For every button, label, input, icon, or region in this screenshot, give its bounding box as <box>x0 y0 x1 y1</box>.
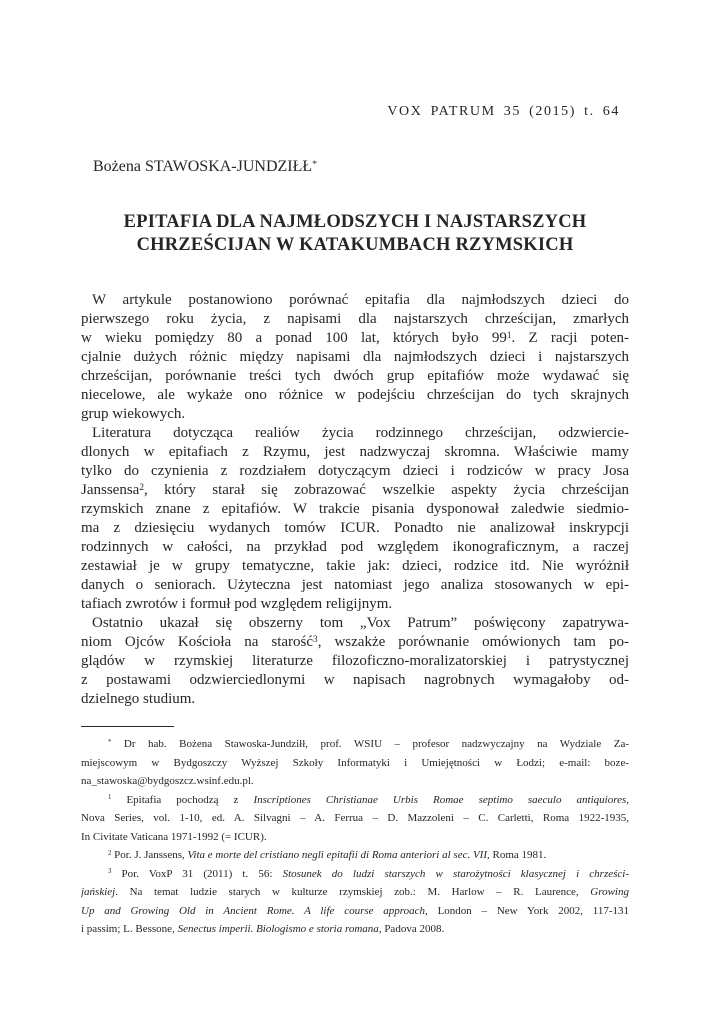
text-run: Por. J. Janssens, <box>111 849 188 861</box>
text-run: pierwszego roku życia, z napisami dla najstarszych chrześcijan, zmarłych <box>81 311 629 327</box>
text-line <box>81 652 629 671</box>
footnote-separator <box>81 726 174 727</box>
text-line <box>81 754 629 773</box>
text-run: z postawami odzwierciedlonymi w napisach nagrobnych wymagałoby od- <box>81 672 629 688</box>
text-run: Vita e morte del cristiano negli epitafii di Roma anteriori al sec. VII <box>187 849 487 861</box>
text-run: Por. VoxP 31 (2011) t. 56: <box>111 867 283 880</box>
text-run: In Civitate Vaticana 1971-1992 (= ICUR). <box>81 830 267 843</box>
text-line <box>81 902 629 921</box>
text-line <box>81 809 629 828</box>
text-line <box>81 772 629 791</box>
text-run: Inscriptiones Christianae Urbis Romae septimo saeculo antiquiores <box>253 793 627 806</box>
text-run: miejscowym w Bydgoszczy Wyższej Szkoły Informatyki i Umiejętności w Łodzi; e-mail: boze- <box>81 756 629 769</box>
text-line <box>81 846 629 865</box>
text-run: Senectus imperii. Biologismo e storia romana <box>177 923 379 935</box>
text-run: niecelowe, ale wykaże ono różnice w podejściu chrześcijan do tych skrajnych <box>81 387 629 403</box>
text-run: Up and Growing Old in Ancient Rome. A life course approach <box>81 904 426 917</box>
text-line <box>81 865 629 884</box>
footnote <box>81 846 629 865</box>
text-line <box>81 310 629 329</box>
text-run: danych o seniorach. Użyteczna jest natomiast jego analiza stosowanych w epi- <box>81 577 629 593</box>
text-line <box>81 883 629 902</box>
text-line <box>81 481 629 500</box>
text-line <box>81 405 629 424</box>
text-run: , London – New York 2002, 117-131 <box>425 904 629 917</box>
text-line <box>81 614 629 633</box>
footnote-marker: 2 <box>139 482 144 493</box>
footnote <box>81 791 629 847</box>
text-run: Growing <box>590 886 629 898</box>
text-line <box>81 443 629 462</box>
paragraph <box>81 424 629 614</box>
text-line <box>81 671 629 690</box>
article-title-line2: CHRZEŚCIJAN W KATAKUMBACH RZYMSKICH <box>136 235 574 255</box>
text-line <box>81 576 629 595</box>
footnote-marker: 3 <box>108 868 112 876</box>
text-run: cjalnie dużych różnic między napisami dla najmłodszych dzieci i najstarszych <box>81 349 629 365</box>
text-line <box>81 291 629 310</box>
text-run: niom Ojców Kościoła na starość <box>81 634 314 650</box>
text-run: Dr hab. Bożena Stawoska-Jundziłł, prof. WSIU – profesor nadzwyczajny na Wydziale Za- <box>111 738 629 750</box>
text-run: . Z racji poten- <box>511 330 629 346</box>
text-run: jańskiej <box>81 886 116 898</box>
text-line <box>81 557 629 576</box>
text-line <box>81 595 629 614</box>
text-run: , Padova 2008. <box>378 923 445 935</box>
paragraph <box>81 291 629 424</box>
journal-header: VOX PATRUM 35 (2015) t. 64 <box>387 104 620 119</box>
text-run: Ostatnio ukazał się obszerny tom „Vox Patrum” poświęcony zapatrywa- <box>92 615 629 631</box>
text-line <box>81 828 629 847</box>
text-line <box>81 690 629 709</box>
text-run: grup wiekowych. <box>81 406 186 422</box>
text-line <box>81 538 629 557</box>
text-run: Literatura dotycząca realiów życia rodzinnego chrześcijan, odzwiercie- <box>92 425 629 441</box>
author-line <box>81 157 629 177</box>
footnote-marker: 3 <box>313 634 318 645</box>
footnote <box>81 865 629 939</box>
text-run: , który starał się zobrazować wszelkie aspekty życia chrześcijan <box>143 482 629 498</box>
text-run: . Na temat ludzie starych w kulturze rzymskiej zob.: M. Harlow – R. Laurence, <box>115 886 591 898</box>
text-line <box>81 791 629 810</box>
text-run: , Roma 1981. <box>487 849 547 861</box>
paragraph <box>81 614 629 709</box>
text-line <box>81 367 629 386</box>
text-line <box>81 348 629 367</box>
text-line <box>81 424 629 443</box>
footnote <box>81 735 629 791</box>
text-line <box>81 462 629 481</box>
text-run: na_stawoska@bydgoszcz.wsinf.edu.pl. <box>81 775 254 787</box>
text-run: , wszakże porównanie omówionych tam po- <box>317 634 629 650</box>
text-run: w wieku pomiędzy 80 a ponad 100 lat, których było 99 <box>81 330 507 346</box>
footnote-marker: 1 <box>506 330 512 341</box>
text-line <box>81 735 629 754</box>
text-run: glądów w rzymskiej literaturze filozoficzno-moralizatorskiej i patrystycznej <box>81 653 629 669</box>
text-run: Nova Series, vol. 1-10, ed. A. Silvagni – A. Ferrua – D. Mazzoleni – C. Carletti, Roma 1922-1935, <box>81 812 629 824</box>
text-run: zestawiał je w grupy tematyczne, takie jak: dzieci, rodzice itd. Nie wyróżnił <box>81 558 629 574</box>
author-footnote-marker: * <box>312 158 318 170</box>
page-content <box>81 0 629 939</box>
text-run: chrześcijan, porównanie treści tych dwóch grup epitafiów może wydawać się <box>81 368 629 384</box>
text-run: W artykule postanowiono porównać epitafia dla najmłodszych dzieci do <box>92 292 629 308</box>
text-line <box>81 329 629 348</box>
text-line <box>81 386 629 405</box>
text-run: Stosunek do ludzi starszych w starożytności klasycznej i chrześci- <box>282 867 629 880</box>
article-title-line1: EPITAFIA DLA NAJMŁODSZYCH I NAJSTARSZYCH <box>123 212 587 232</box>
author-name: Bożena STAWOSKA-JUNDZIŁŁ <box>93 158 313 175</box>
text-run: dzielnego studium. <box>81 691 196 707</box>
text-run: rodzinnych w całości, na przykład pod względem ikonograficznym, a raczej <box>81 539 629 555</box>
text-line <box>81 920 629 939</box>
text-run: tylko do czynienia z rozdziałem dotyczącym dzieci i rodziców w pracy Josa <box>81 463 629 479</box>
footnote-marker: 2 <box>108 849 112 857</box>
footnote-marker: * <box>108 738 112 746</box>
text-run: ma z dziesięciu wydanych tomów ICUR. Ponadto nie analizował inskrypcji <box>81 520 629 536</box>
body-paragraphs <box>81 291 629 709</box>
text-run: Epitafia pochodzą z <box>111 793 254 806</box>
text-run: i passim; L. Bessone, <box>81 923 178 935</box>
footnote-marker: 1 <box>108 794 112 802</box>
text-run: , <box>626 793 629 806</box>
text-run: tafiach zwrotów i formuł pod względem religijnym. <box>81 596 393 612</box>
footnotes <box>81 735 629 939</box>
text-run: Janssensa <box>81 482 140 498</box>
text-line <box>81 633 629 652</box>
article-title <box>81 211 629 257</box>
text-line <box>81 500 629 519</box>
text-run: rzymskich znane z epitafiów. W trakcie pisania dysponował zaledwie siedmio- <box>81 501 629 517</box>
text-run: dlonych w epitafiach z Rzymu, jest nadzwyczaj skromna. Właściwie mamy <box>81 444 629 460</box>
text-line <box>81 519 629 538</box>
